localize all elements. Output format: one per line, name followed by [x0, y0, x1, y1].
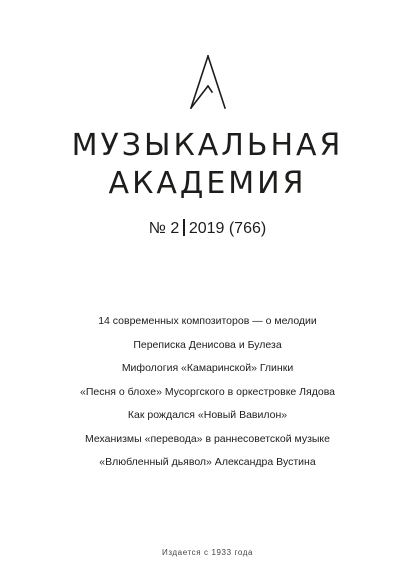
- contents-item: «Влюбленный дьявол» Александра Вустина: [99, 456, 316, 468]
- contents-item: Механизмы «перевода» в раннесоветской музыке: [85, 432, 330, 445]
- issue-separator: [183, 219, 185, 236]
- contents-item: Переписка Денисова и Булеза: [133, 338, 282, 351]
- issue-number: № 2: [148, 220, 180, 237]
- journal-title-line-1: МУЗЫКАЛЬНАЯ: [71, 128, 344, 163]
- publication-since-note: Издается с 1933 года: [161, 548, 254, 557]
- journal-title-line-2: АКАДЕМИЯ: [108, 166, 307, 201]
- issue-year: 2019 (766): [188, 220, 267, 237]
- contents-item: «Песня о блохе» Мусоргского в оркестровке Лядова: [79, 385, 336, 398]
- contents-item: Как рождался «Новый Вавилон»: [127, 409, 288, 421]
- contents-list: [0, 314, 415, 479]
- issue-info: [0, 219, 415, 239]
- contents-item: Мифология «Камаринской» Глинки: [121, 362, 294, 374]
- contents-item: 14 современных композиторов — о мелодии: [98, 315, 317, 327]
- journal-a-monogram-icon: [183, 54, 233, 110]
